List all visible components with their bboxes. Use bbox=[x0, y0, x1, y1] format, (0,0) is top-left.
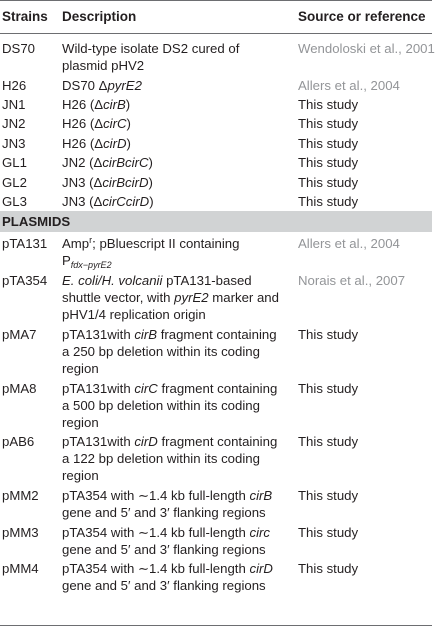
row-name: H26 bbox=[2, 77, 27, 93]
row-name: JN1 bbox=[2, 97, 26, 112]
row-description bbox=[62, 235, 239, 269]
description-line: H26 (ΔcirC) bbox=[62, 116, 131, 132]
row-description bbox=[62, 524, 270, 558]
description-line: pTA354 with ∼1.4 kb full-length circ bbox=[62, 524, 270, 540]
description-line: Amp$^r$; pBluescript II containing bbox=[62, 235, 240, 252]
row-name: pMA7 bbox=[2, 326, 37, 342]
row-source: This study bbox=[298, 135, 359, 151]
row-source: This study bbox=[298, 380, 359, 396]
row-description bbox=[62, 40, 239, 74]
header-description: Description bbox=[62, 9, 137, 24]
row-description bbox=[62, 154, 153, 171]
row-name: pMM3 bbox=[2, 524, 39, 540]
description-line: region bbox=[62, 360, 99, 376]
row-name: GL2 bbox=[2, 174, 27, 190]
description-line: gene and 5′ and 3′ flanking regions bbox=[62, 505, 266, 521]
row-description bbox=[62, 380, 277, 431]
row-source: Norais et al., 2007 bbox=[298, 273, 406, 288]
row-name: pTA354 bbox=[2, 273, 48, 288]
description-line: pTA354 with ∼1.4 kb full-length cirD bbox=[62, 561, 273, 577]
row-source: Wendoloski et al., 2001 bbox=[298, 41, 435, 56]
row-description bbox=[62, 135, 131, 152]
row-name: pTA131 bbox=[2, 236, 48, 252]
row-description bbox=[62, 272, 279, 323]
row-source: Allers et al., 2004 bbox=[298, 77, 400, 93]
description-line: a 122 bp deletion within its coding bbox=[62, 451, 260, 467]
row-source: This study bbox=[298, 194, 359, 209]
row-description bbox=[62, 77, 142, 94]
row-name: JN2 bbox=[2, 116, 26, 132]
row-source: This study bbox=[298, 488, 359, 504]
description-line: plasmid pHV2 bbox=[62, 58, 145, 73]
description-line: pTA131with cirD fragment containing bbox=[62, 434, 278, 450]
description-line: a 500 bp deletion within its coding bbox=[62, 397, 260, 413]
description-line: H26 (ΔcirB) bbox=[62, 97, 131, 112]
description-line: region bbox=[62, 414, 99, 430]
top-rule bbox=[0, 0, 432, 1]
header-source: Source or reference bbox=[298, 9, 426, 24]
description-line: pTA131with cirC fragment containing bbox=[62, 380, 278, 396]
row-description bbox=[62, 560, 273, 594]
row-name: GL3 bbox=[2, 194, 27, 209]
description-line: E. coli/H. volcanii pTA131-based bbox=[62, 273, 252, 288]
row-source: This study bbox=[298, 155, 359, 171]
row-name: DS70 bbox=[2, 41, 35, 56]
row-description bbox=[62, 487, 272, 521]
row-name: pMM2 bbox=[2, 488, 39, 504]
description-line: JN3 (ΔcirBcirD) bbox=[62, 174, 153, 190]
row-name: pMM4 bbox=[2, 561, 39, 577]
row-name: JN3 bbox=[2, 135, 26, 151]
description-line: pTA354 with ∼1.4 kb full-length cirB bbox=[62, 488, 273, 504]
row-description bbox=[62, 115, 131, 132]
row-source: This study bbox=[298, 561, 359, 577]
description-line: a 250 bp deletion within its coding bbox=[62, 343, 260, 359]
row-description bbox=[62, 326, 277, 377]
description-line: gene and 5′ and 3′ flanking regions bbox=[62, 541, 266, 557]
row-source: This study bbox=[298, 434, 359, 450]
description-line: JN2 (ΔcirBcirC) bbox=[62, 155, 153, 171]
row-name: GL1 bbox=[2, 155, 27, 171]
header-rule bbox=[0, 33, 432, 34]
description-line: H26 (ΔcirD) bbox=[62, 135, 131, 151]
row-source: This study bbox=[298, 116, 359, 132]
description-line: region bbox=[62, 468, 99, 484]
row-description bbox=[62, 193, 154, 210]
description-line: shuttle vector, with pyrE2 marker and bbox=[62, 290, 279, 305]
description-line: JN3 (ΔcirCcirD) bbox=[62, 194, 154, 209]
header-strains: Strains bbox=[2, 9, 48, 24]
description-line: $P_{fdx-pyrE2}$ bbox=[62, 253, 112, 271]
description-line: DS70 ΔpyrE2 bbox=[62, 77, 142, 93]
row-source: This study bbox=[298, 326, 359, 342]
row-description bbox=[62, 174, 153, 191]
plasmids-section-header bbox=[0, 211, 432, 232]
description-line: pHV1/4 replication origin bbox=[62, 307, 206, 322]
bottom-rule bbox=[0, 625, 432, 626]
row-description bbox=[62, 433, 277, 484]
row-source: This study bbox=[298, 97, 359, 112]
description-line: Wild-type isolate DS2 cured of bbox=[62, 41, 240, 56]
plasmids-label: PLASMIDS bbox=[2, 214, 71, 230]
row-name: pMA8 bbox=[2, 380, 37, 396]
row-source: This study bbox=[298, 174, 359, 190]
row-description bbox=[62, 96, 130, 113]
row-source: Allers et al., 2004 bbox=[298, 236, 400, 252]
description-line: pTA131with cirB fragment containing bbox=[62, 326, 277, 342]
description-line: gene and 5′ and 3′ flanking regions bbox=[62, 578, 266, 594]
row-source: This study bbox=[298, 524, 359, 540]
row-name: pAB6 bbox=[2, 434, 35, 450]
